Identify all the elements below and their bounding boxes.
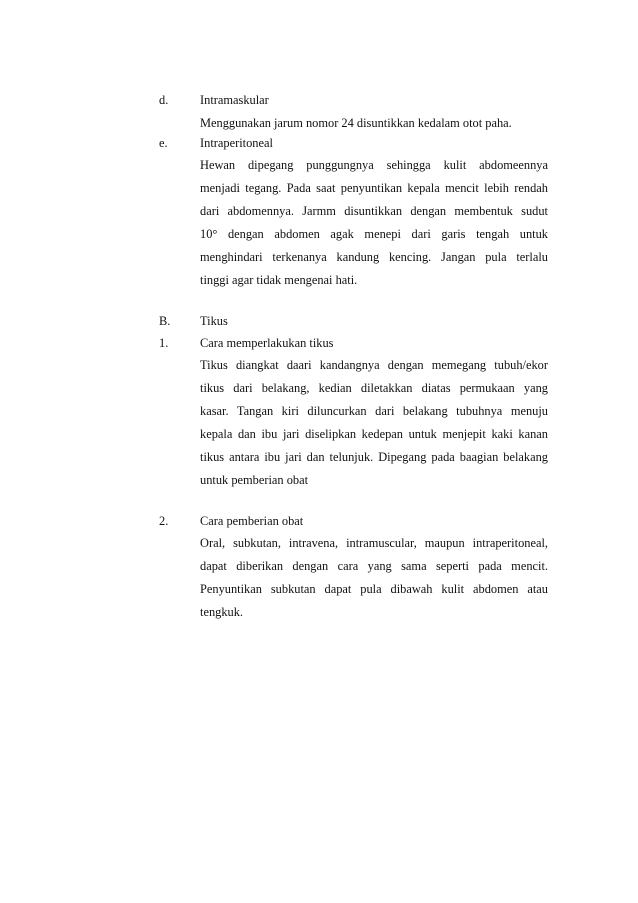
section-2-line-2: dapat diberikan dengan cara yang sama seperti pada mencit. (200, 559, 548, 573)
section-2-marker: 2. (159, 514, 169, 528)
section-e-line-3: dari abdomennya. Jarmm disuntikkan dengan membentuk sudut (200, 204, 548, 218)
section-e-line-2: menjadi tegang. Pada saat penyuntikan kepala mencit lebih rendah (200, 181, 548, 195)
section-e-line-6: tinggi agar tidak mengenai hati. (200, 273, 358, 287)
section-d-line-1: Menggunakan jarum nomor 24 disuntikkan kedalam otot paha. (200, 116, 512, 130)
section-d-heading: Intramaskular (200, 93, 269, 107)
section-d-marker: d. (159, 93, 169, 107)
section-2-line-1: Oral, subkutan, intravena, intramuscular, maupun intraperitoneal, (200, 536, 548, 550)
section-e-heading: Intraperitoneal (200, 136, 273, 150)
section-2-line-4: tengkuk. (200, 605, 244, 619)
section-e-line-4: 10° dengan abdomen agak menepi dari garis tengah untuk (200, 227, 548, 241)
section-b-heading: Tikus (200, 314, 228, 328)
section-1-marker: 1. (159, 336, 169, 350)
section-1-line-3: kasar. Tangan kiri diluncurkan dari belakang tubuhnya menuju (200, 404, 548, 418)
section-e-line-1: Hewan dipegang punggungnya sehingga kulit abdomeennya (200, 158, 548, 172)
section-2-line-3: Penyuntikan subkutan dapat pula dibawah kulit abdomen atau (200, 582, 548, 596)
section-e-line-5: menghindari terkenanya kandung kencing. Jangan pula terlalu (200, 250, 548, 264)
section-1-line-2: tikus dari belakang, kedian diletakkan diatas permukaan yang (200, 381, 548, 395)
section-1-line-5: tikus antara ibu jari dan telunjuk. Dipegang pada baagian belakang (200, 450, 548, 464)
section-b-marker: B. (159, 314, 171, 328)
section-1-heading: Cara memperlakukan tikus (200, 336, 334, 350)
section-1-line-6: untuk pemberian obat (200, 473, 309, 487)
section-1-line-1: Tikus diangkat daari kandangnya dengan memegang tubuh/ekor (200, 358, 548, 372)
section-2-heading: Cara pemberian obat (200, 514, 304, 528)
section-e-marker: e. (159, 136, 168, 150)
section-1-line-4: kepala dan ibu jari diselipkan kedepan untuk menjepit kaki kanan (200, 427, 548, 441)
